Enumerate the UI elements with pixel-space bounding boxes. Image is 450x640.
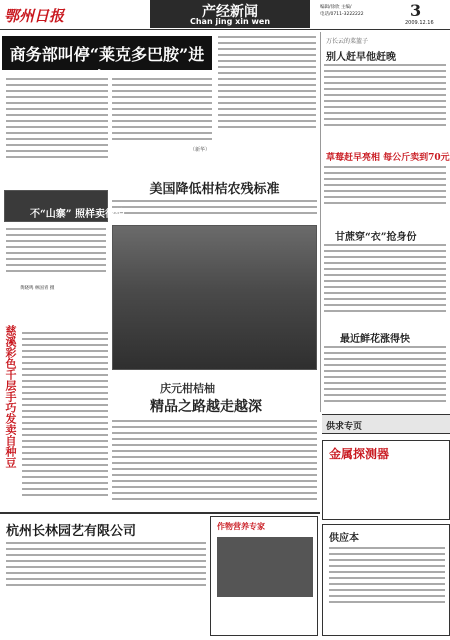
page-number: 3 [410, 1, 422, 20]
commerce-body-3 [218, 34, 316, 134]
section-title: 产经新闻 [202, 4, 258, 20]
feature-kicker: 庆元柑桔柚 [160, 382, 215, 395]
rural-byline: 黄晓鸣 林国青 摄 [20, 286, 55, 291]
ad-detector-box [322, 440, 450, 520]
ad-seed-title: 作物营养专家 [217, 521, 265, 531]
ad-supply-body [329, 545, 445, 625]
ad-seed-box [210, 516, 318, 636]
phone-line: 电话/0711-3222222 [320, 12, 364, 17]
grass-body [324, 164, 446, 214]
commerce-byline: （新华） [189, 147, 210, 153]
right-column-rule [320, 32, 321, 412]
commerce-body-2 [112, 76, 212, 166]
commerce-headline: 商务部叫停“莱克多巴胺”进 [9, 45, 205, 64]
farm-col-body [324, 62, 446, 132]
feature-body [112, 418, 317, 510]
commerce-headline-box [2, 36, 212, 70]
ad-seed-photo [217, 537, 313, 597]
sugarcane-headline: 甘蔗穿“衣”抢身份 [335, 232, 417, 243]
ads-rule [0, 512, 320, 514]
editor-line: 编辑/徐欣 主编/ [320, 5, 352, 10]
citrus-headline: 美国降低柑桔农残标准 [149, 182, 280, 197]
citrus-body [112, 198, 317, 218]
commerce-body [6, 76, 108, 166]
latest-body [324, 344, 446, 410]
section-pinyin: Chan jing xin wen [189, 17, 271, 26]
masthead [0, 0, 450, 28]
newspaper-logo: 鄂州日报 [4, 7, 65, 25]
grass-headline: 草莓赶早亮相 每公斤卖到70元 [326, 153, 450, 163]
ad-garden-title: 杭州长林园艺有限公司 [6, 524, 137, 539]
issue-date: 2009.12.16 [405, 20, 434, 26]
farm-col-headline: 别人赶早他赶晚 [326, 52, 396, 63]
services-bar [322, 414, 450, 434]
rural-headline: 不“山寨” 照样卖得俏 [30, 209, 125, 220]
sugarcane-body [324, 242, 446, 322]
ad-detector-title: 金属探测器 [329, 447, 390, 461]
vertical-headline: 慈溪彩色千层手巧发卖自种豆 [4, 325, 17, 468]
ad-garden-body [6, 540, 206, 600]
vertical-body [22, 330, 108, 500]
farm-col-kicker: 万长云的菜篮子 [326, 38, 369, 45]
ad-supply-title: 供应本 [329, 533, 359, 544]
rural-body [6, 226, 106, 286]
ad-supply-box [322, 524, 450, 636]
header-rule [0, 29, 450, 30]
latest-headline: 最近鲜花涨得快 [340, 334, 410, 345]
section-banner [150, 0, 310, 28]
services-title: 供求专页 [326, 422, 363, 432]
feature-headline: 精品之路越走越深 [150, 399, 262, 415]
center-photo [112, 225, 317, 370]
